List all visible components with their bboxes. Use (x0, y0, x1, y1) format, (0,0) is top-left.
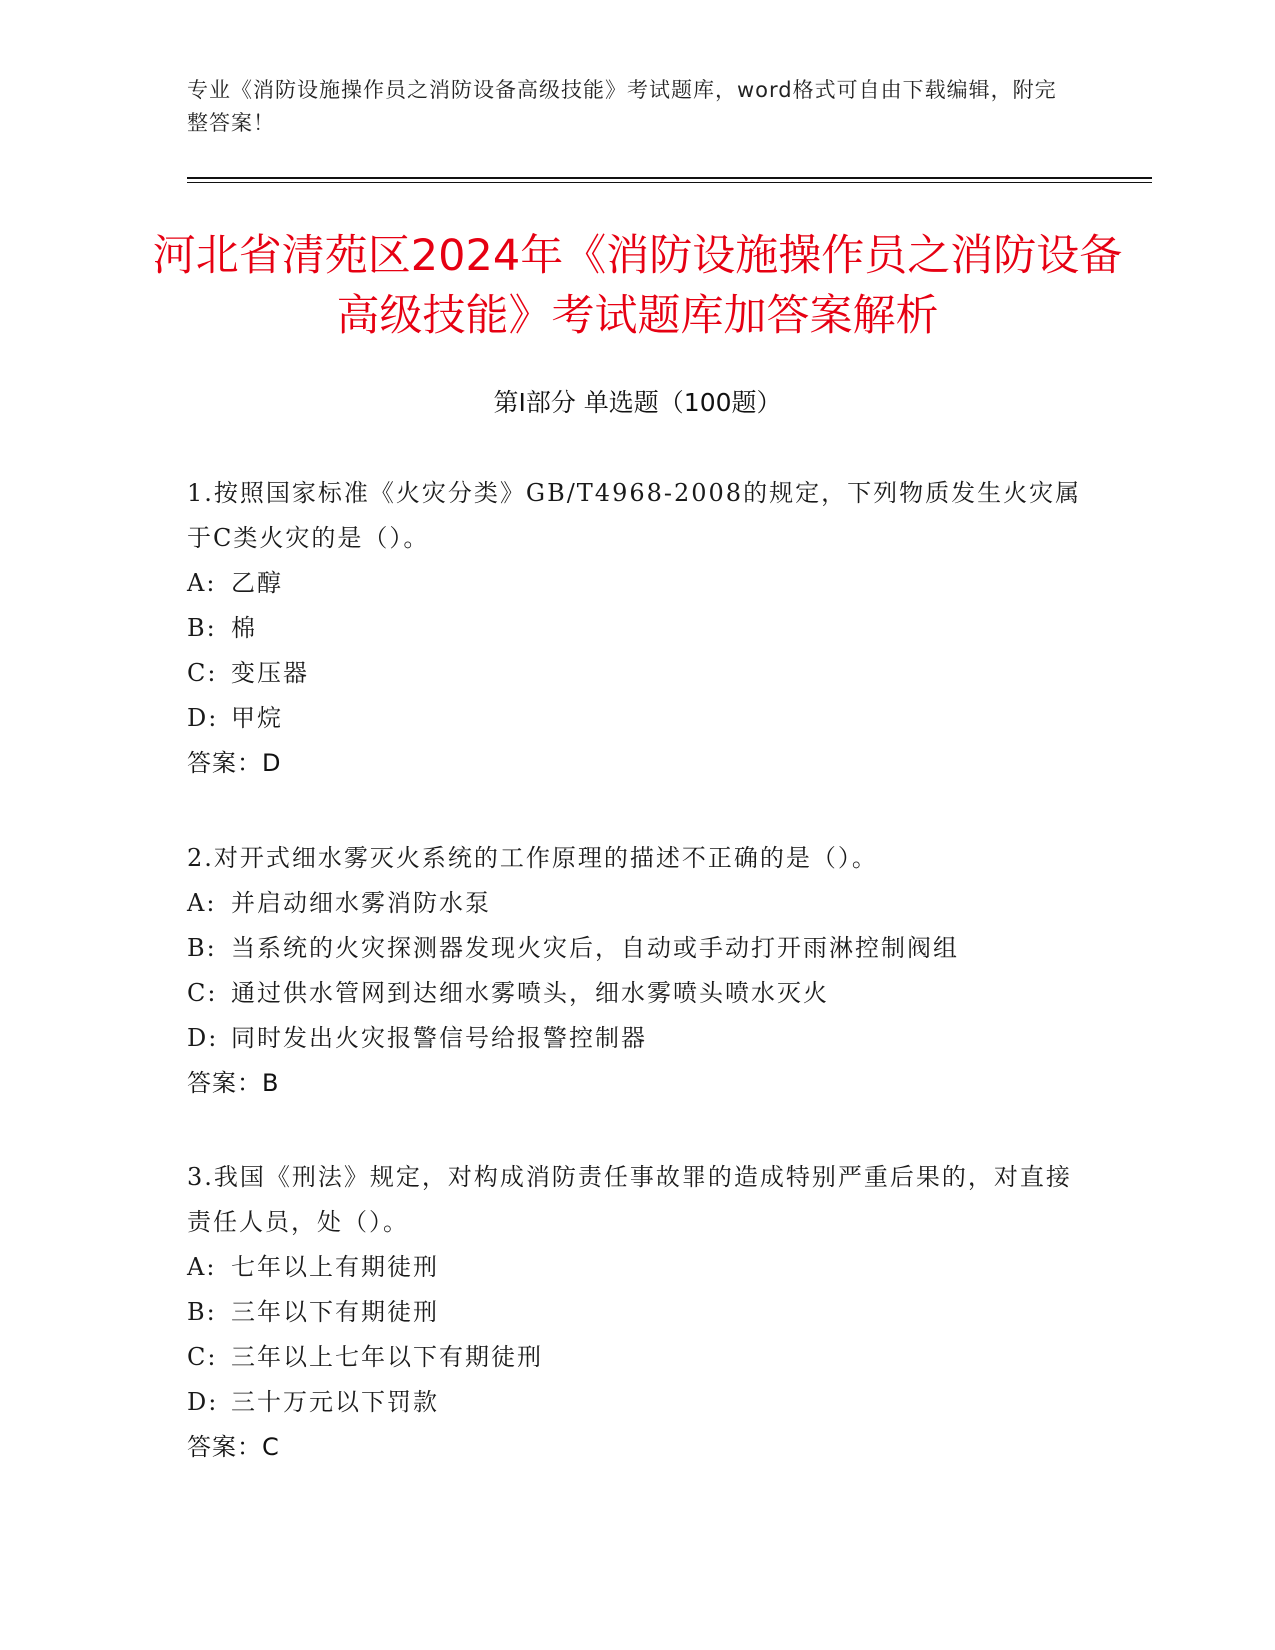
option-b (187, 926, 1087, 971)
answer-line: 答案：D (187, 749, 282, 777)
option-text: 通过供水管网到达细水雾喷头，细水雾喷头喷水灭火 (231, 979, 829, 1007)
option-c (187, 1335, 1087, 1380)
question-3 (187, 1155, 1087, 1470)
option-text: 变压器 (231, 659, 309, 687)
option-text: 棉 (231, 614, 257, 642)
option-key: C: (187, 979, 218, 1007)
option-text: 同时发出火灾报警信号给报警控制器 (231, 1024, 647, 1052)
answer-line: 答案：C (187, 1433, 280, 1461)
option-key: B: (187, 934, 217, 962)
option-key: A: (187, 889, 217, 917)
header-rule-thin (187, 182, 1152, 183)
document-title: 河北省清苑区2024年《消防设施操作员之消防设备高级技能》考试题库加答案解析 (152, 231, 1123, 341)
option-b (187, 1290, 1087, 1335)
option-c (187, 971, 1087, 1016)
option-d (187, 1380, 1087, 1425)
header-rule-thick (187, 177, 1152, 179)
option-d (187, 1016, 1087, 1061)
option-text: 七年以上有期徒刑 (231, 1253, 439, 1281)
option-key: D: (187, 1024, 219, 1052)
option-text: 三年以上七年以下有期徒刑 (231, 1343, 543, 1371)
option-c (187, 651, 1087, 696)
option-text: 并启动细水雾消防水泵 (231, 889, 491, 917)
option-key: C: (187, 1343, 218, 1371)
option-key: A: (187, 569, 217, 597)
intro-text: 专业《消防设施操作员之消防设备高级技能》考试题库，word格式可自由下载编辑，附完整答案！ (187, 78, 1057, 135)
option-a (187, 881, 1087, 926)
option-a (187, 1245, 1087, 1290)
answer-line: 答案：B (187, 1069, 280, 1097)
question-2 (187, 836, 1087, 1106)
question-stem: 2.对开式细水雾灭火系统的工作原理的描述不正确的是（）。 (187, 844, 878, 872)
option-text: 甲烷 (231, 704, 283, 732)
option-key: C: (187, 659, 218, 687)
option-key: D: (187, 704, 219, 732)
option-text: 三年以下有期徒刑 (231, 1298, 439, 1326)
section-heading: 第Ⅰ部分 单选题（100题） (493, 388, 782, 417)
option-text: 三十万元以下罚款 (231, 1388, 439, 1416)
option-key: B: (187, 614, 217, 642)
question-stem: 3.我国《刑法》规定，对构成消防责任事故罪的造成特别严重后果的，对直接责任人员，处（）。 (187, 1163, 1072, 1236)
option-text: 乙醇 (231, 569, 283, 597)
option-a (187, 561, 1087, 606)
option-key: A: (187, 1253, 217, 1281)
option-text: 当系统的火灾探测器发现火灾后，自动或手动打开雨淋控制阀组 (231, 934, 959, 962)
option-key: B: (187, 1298, 217, 1326)
question-1 (187, 471, 1087, 786)
question-stem: 1.按照国家标准《火灾分类》GB/T4968-2008的规定，下列物质发生火灾属于C类火灾的是（）。 (187, 479, 1082, 552)
option-b (187, 606, 1087, 651)
option-key: D: (187, 1388, 219, 1416)
option-d (187, 696, 1087, 741)
